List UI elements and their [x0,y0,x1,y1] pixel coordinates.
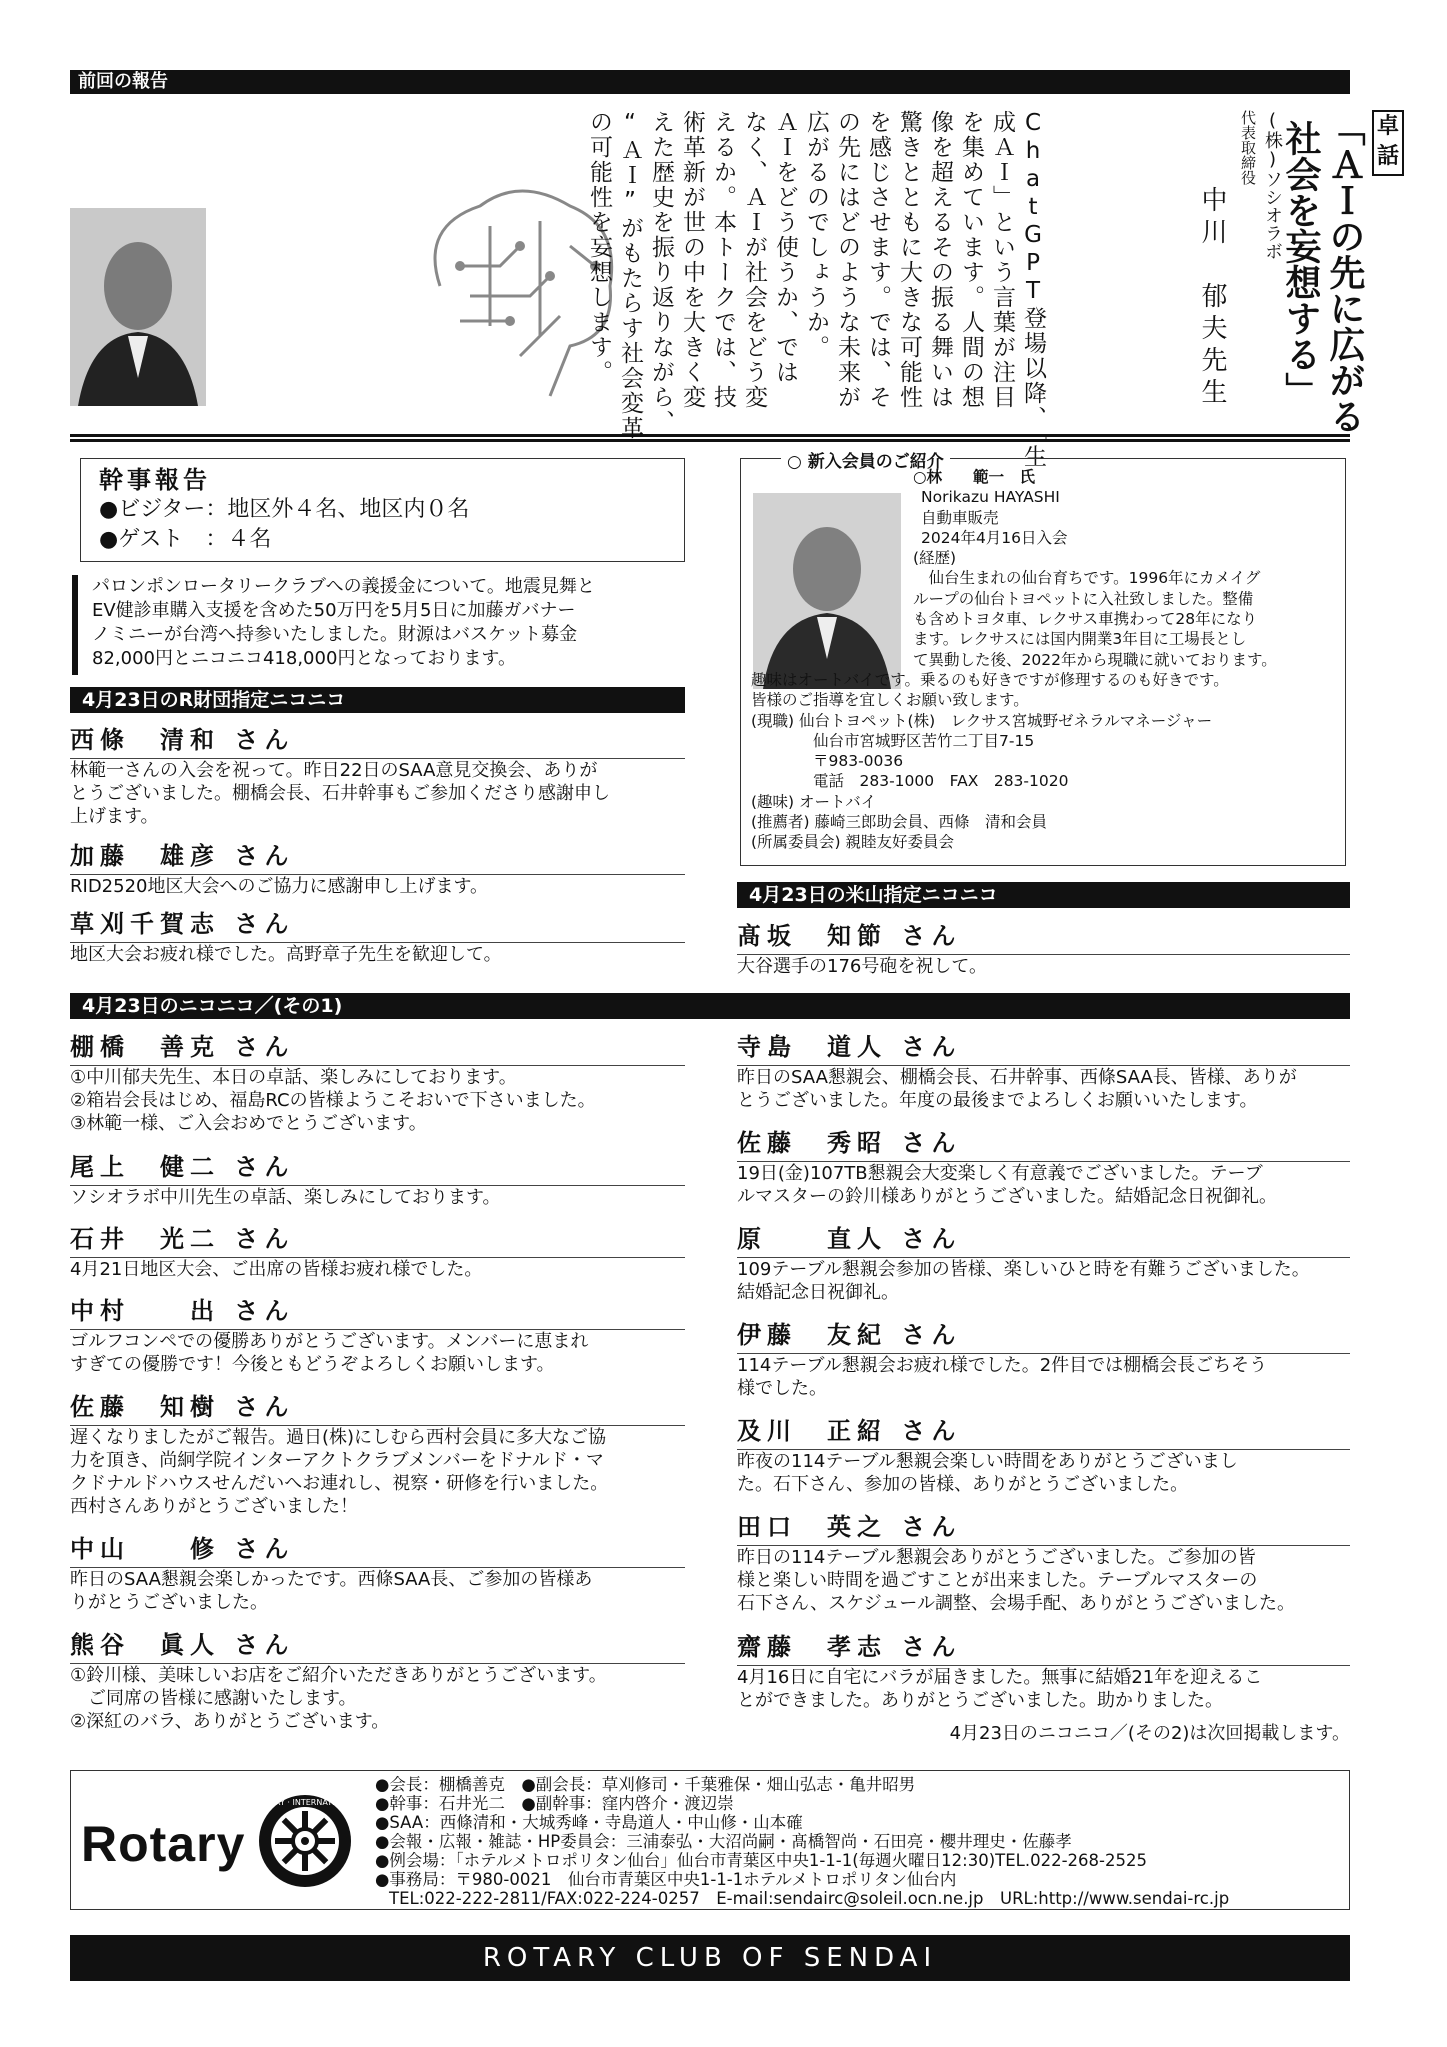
comment-line: ソシオラボ中川先生の卓話、楽しみにしております。 [70,1187,501,1208]
section-header-label: 前回の報告 [78,71,168,92]
takuwa-body-line: ＡＩをどう使うか、では [772,110,798,385]
member-comment [70,1257,685,1281]
bottom-banner-text: ROTARY CLUB OF SENDAI [482,1943,938,1973]
member-name: 佐藤 秀昭 さん [737,1129,962,1157]
takuwa-body-line: なく、ＡＩが社会をどう変 [741,110,767,410]
comment-line: ③林範一様、ご入会おめでとうございます。 [70,1113,427,1134]
profile-line: 仙台市宮城野区苦竹二丁目7-15 [751,731,1035,750]
club-info-line: ●会報・広報・雑誌・HP委員会：三浦泰弘・大沼尚嗣・髙橋智尚・石田亮・櫻井理史・佐藤孝 [375,1832,1072,1851]
member-name: 中村 出 さん [70,1297,295,1325]
comment-line: とができました。ありがとうございました。助かりました。 [737,1690,1223,1711]
comment-line: 遅くなりましたがご報告。過日(株)にしむら西村会員に多大なご協 [70,1427,607,1448]
profile-line: 自動車販売 [921,508,999,527]
member-comment [70,1425,685,1518]
profile-line: も含めトヨタ車、レクサス車携わって28年になり [913,610,1258,629]
profile-line: 皆様のご指導を宜しくお願い致します。 [751,691,1029,710]
member-name: 髙坂 知節 さん [737,922,962,950]
takuwa-body-line: 驚きとともに大きな可能性 [896,110,922,410]
list-item [70,1219,685,1283]
comment-line: ②箱岩会長はじめ、福島RCの皆様ようこそおいで下さいました。 [70,1090,596,1111]
comment-line: 力を頂き、尚絅学院インターアクトクラブメンバーをドナルド・マ [70,1450,604,1471]
list-item [737,1219,1350,1307]
list-item [737,916,1350,978]
member-comment [737,1257,1350,1304]
comment-line: 昨日のSAA懇親会楽しかったです。西條SAA長、ご参加の皆様あ [70,1569,593,1590]
member-name: 中山 修 さん [70,1535,295,1563]
speaker-photo [70,208,206,406]
comment-line: 4月16日に自宅にバラが届きました。無事に結婚21年を迎えるこ [737,1667,1263,1688]
comment-line: ②深紅のバラ、ありがとうございます。 [70,1711,390,1732]
member-comment [70,1663,685,1733]
rotary-wheel-icon [255,1791,355,1891]
new-member-box [740,452,1346,866]
club-info-line: ●会長：棚橋善克 ●副会長：草刈修司・千葉雅保・畑山弘志・亀井昭男 [375,1775,916,1794]
rotary-emblem [255,1791,355,1891]
member-comment [70,874,685,898]
r-zaidan-title: 4月23日のR財団指定ニコニコ [82,689,346,711]
profile-line: (現職) 仙台トヨペット(株) レクサス宮城野ゼネラルマネージャー [751,711,1213,730]
member-comment [737,1353,1350,1400]
continued-note: 4月23日のニコニコ／(その2)は次回掲載します。 [949,1723,1350,1744]
niko1-left-column [70,1027,685,1737]
profile-line: て異動した後、2022年から現職に就いております。 [913,650,1277,669]
comment-line: とうございました。年度の最後までよろしくお願いいたします。 [737,1090,1258,1111]
comment-line: ゴルフコンペでの優勝ありがとうございます。メンバーに恵まれ [70,1331,589,1352]
member-name: 齋藤 孝志 さん [737,1633,962,1661]
company-prefix: (株) [1262,110,1283,170]
comment-line: 4月21日地区大会、ご出席の皆様お疲れ様でした。 [70,1259,483,1280]
member-name: 原 直人 さん [737,1225,962,1253]
profile-line: 電話 283-1000 FAX 283-1020 [751,772,1069,791]
takuwa-body-line: を感じさせます。では、そ [865,110,891,410]
takuwa-title [1278,110,1366,434]
member-name: 熊谷 眞人 さん [70,1631,295,1659]
takuwa-body-line: ChatGPT登場以降、「生 [1020,110,1046,470]
comment-line: RID2520地区大会へのご協力に感謝申し上げます。 [70,876,489,897]
takuwa-body-line: を集めています。人間の想 [958,110,984,410]
speaker-name: 中川 郁夫先生 [1197,186,1227,410]
member-comment [737,1665,1350,1712]
club-info-line: ●事務局：〒980-0021 仙台市青葉区中央1-1-1ホテルメトロポリタン仙台内 [375,1870,957,1889]
club-info-line: ●幹事：石井光二 ●副幹事：窪内啓介・渡辺崇 [375,1794,734,1813]
profile-line: (趣味) オートバイ [751,792,877,811]
member-name: 田口 英之 さん [737,1513,962,1541]
comment-line: りがとうございました。 [70,1592,268,1613]
section-divider [70,434,1350,442]
emblem-ring-text: ROTARY · INTERNATIONAL [255,1798,355,1807]
comment-line: ①中川郁夫先生、本日の卓話、楽しみにしております。 [70,1067,517,1088]
comment-line: 様でした。 [737,1378,827,1399]
notice-line: パロンポンロータリークラブへの義援金について。地震見舞と [92,576,595,597]
list-item [70,1027,685,1139]
takuwa-title-line: 社会を妄想する」 [1280,120,1321,408]
member-name: 佐藤 知樹 さん [70,1393,295,1421]
badge-char: 話 [1376,144,1399,169]
list-item [70,904,685,968]
list-item [70,1387,685,1521]
profile-line: ○林 範一 氏 [913,468,1036,486]
comment-line: 114テーブル懇親会お疲れ様でした。2件目では棚橋会長ごちそう [737,1355,1268,1376]
member-comment [70,1065,685,1135]
comment-line: ①鈴川様、美味しいお店をご紹介いただきありがとうございます。 [70,1665,607,1686]
takuwa-body-line: えた歴史を振り返りながら、 [648,110,674,435]
takuwa-body-line: 広がるのでしょうか。 [803,110,829,360]
club-info-line: ●SAA：西條清和・大城秀峰・寺島道人・中山修・山本確 [375,1813,803,1832]
member-name: 西條 清和 さん [70,726,295,754]
member-comment [737,1161,1350,1208]
takuwa-body-line: 像を超えるその振る舞いは [927,110,953,410]
niko1-right-column [737,1027,1350,1745]
list-item [737,1507,1350,1619]
profile-line: 〒983-0036 [751,752,904,771]
comment-line: 19日(金)107TB懇親会大変楽しく有意義でございました。テーブ [737,1163,1263,1184]
member-name: 加藤 雄彦 さん [70,842,295,870]
list-item [737,1027,1350,1115]
badge-char: 卓 [1376,114,1399,139]
club-info-line: TEL:022-222-2811/FAX:022-224-0257 E-mail:sendairc@soleil.ocn.ne.jp URL:http://www.sendai-rc.jp [389,1889,1230,1908]
member-comment [70,758,685,828]
takuwa-body-line: の可能性を妄想します。 [586,110,612,385]
takuwa-title-line: 「ＡＩの先に広がる [1324,110,1365,434]
r-zaidan-header [70,687,685,713]
comment-line: 大谷選手の176号砲を祝して。 [737,956,987,977]
comment-line: 昨日のSAA懇親会、棚橋会長、石井幹事、西條SAA長、皆様、ありが [737,1067,1297,1088]
speaker-role: 代表取締役 [1239,110,1257,185]
takuwa-body-line: 成ＡＩ」という言葉が注目 [989,110,1015,410]
comment-line: すぎての優勝です！今後ともどうぞよろしくお願いします。 [70,1354,555,1375]
rotary-logo-text: Rotary [81,1816,246,1872]
profile-line: (所属委員会) 親睦友好委員会 [751,833,955,852]
comment-line: 西村さんありがとうございました！ [70,1496,358,1517]
niko1-header [70,993,1350,1019]
comment-line: クドナルドハウスせんだいへお連れし、視察・研修を行いました。 [70,1473,609,1494]
takuwa-body-line: “ＡＩ”がもたらす社会変革 [617,110,643,441]
member-name: 石井 光二 さん [70,1225,295,1253]
yoneyama-title: 4月23日の米山指定ニコニコ [749,884,998,906]
list-item [70,720,685,832]
comment-line: 昨日の114テーブル懇親会ありがとうございました。ご参加の皆 [737,1547,1256,1568]
speaker-silhouette-icon [70,208,206,406]
kanji-guest: ●ゲスト ：４名 [99,527,272,552]
niko1-title: 4月23日のニコニコ／(その1) [82,995,343,1017]
comment-line: とうございました。棚橋会長、石井幹事もご参加くださり感謝申し [70,783,610,804]
takuwa-body-line: 術革新が世の中を大きく変 [679,110,705,410]
profile-line: ループの仙台トヨペットに入社致しました。整備 [913,589,1254,608]
takuwa-body-line: えるか。本トークでは、技 [710,110,736,410]
profile-line: 趣味はオートバイです。乗るのも好きですが修理するのも好きです。 [751,670,1229,689]
list-item [70,1529,685,1617]
comment-line: 109テーブル懇親会参加の皆様、楽しいひと時を有難うございました。 [737,1259,1310,1280]
member-comment [70,1185,685,1209]
comment-line: 林範一さんの入会を祝って。昨日22日のSAA意見交換会、ありが [70,760,598,781]
notice-line: EV健診車購入支援を含めた50万円を5月5日に加藤ガバナー [92,600,576,621]
kanji-visitor: ●ビジター：地区外４名、地区内０名 [99,497,470,522]
comment-line: 様と楽しい時間を過ごすことが出来ました。テーブルマスターの [737,1570,1258,1591]
comment-line: た。石下さん、参加の皆様、ありがとうございました。 [737,1474,1189,1495]
member-name: 伊藤 友紀 さん [737,1321,962,1349]
comment-line: ルマスターの鈴川様ありがとうございました。結婚記念日祝御礼。 [737,1186,1277,1207]
member-name: 尾上 健二 さん [70,1153,295,1181]
takuwa-body-line: の先にはどのような未来が [834,110,860,410]
comment-line: 上げます。 [70,806,159,827]
comment-line: ご同席の皆様に感謝いたします。 [70,1688,357,1709]
notice-line: 82,000円とニコニコ418,000円となっております。 [92,648,516,669]
bottom-banner [70,1935,1350,1981]
new-member-profile [751,467,1341,853]
list-item [737,1315,1350,1403]
list-item [70,1291,685,1379]
club-info-lines [375,1775,1229,1908]
member-name: 及川 正紹 さん [737,1417,962,1445]
profile-line: ます。レクサスには国内開業3年目に工場長とし [913,630,1247,649]
member-comment [70,942,685,966]
list-item [70,836,685,900]
yoneyama-header [737,882,1350,908]
kanji-report-box [80,458,685,562]
profile-line: Norikazu HAYASHI [921,488,1060,507]
member-name: 草刈千賀志 さん [70,910,295,938]
member-comment [737,954,1350,978]
notice-line: ノミニーが台湾へ持参いたしました。財源はバスケット募金 [92,624,578,645]
company-name: ソシオラボ [1262,170,1283,260]
list-item [70,1147,685,1211]
comment-line: 石下さん、スケジュール調整、会場手配、ありがとうございました。 [737,1593,1295,1614]
profile-line: (経歴) [913,549,957,568]
profile-line: 仙台生まれの仙台育ちです。1996年にカメイグ [913,569,1261,588]
speaker-affiliation [1236,110,1284,260]
section-header-bar [70,70,1350,94]
member-comment [70,1567,685,1614]
comment-line: 昨夜の114テーブル懇親会楽しい時間をありがとうございまし [737,1451,1238,1472]
member-comment [737,1545,1350,1615]
new-member-title: ○ 新入会員のご紹介 [781,447,950,472]
list-item [737,1627,1350,1715]
r-zaidan-list [70,720,685,968]
member-name: 寺島 道人 さん [737,1033,962,1061]
club-info-line: ●例会場：「ホテルメトロポリタン仙台」仙台市青葉区中央1-1-1(毎週火曜日12:30)TEL.022-268-2525 [375,1851,1147,1870]
member-comment [70,1329,685,1376]
member-comment [737,1449,1350,1496]
profile-line: 2024年4月16日入会 [921,528,1068,547]
takuwa-badge [1372,110,1404,176]
kanji-report-title: 幹事報告 [99,466,211,494]
club-info-box [70,1770,1350,1910]
member-name: 棚橋 善克 さん [70,1033,295,1061]
profile-line: (推薦者) 藤崎三郎助会員、西條 清和会員 [751,813,1048,832]
comment-line: 結婚記念日祝御礼。 [737,1282,899,1303]
list-item [737,1123,1350,1211]
yoneyama-list [737,916,1350,978]
member-comment [737,1065,1350,1112]
list-item [737,1411,1350,1499]
list-item [70,1625,685,1737]
comment-line: 地区大会お疲れ様でした。高野章子先生を歓迎して。 [70,944,502,965]
donation-notice [72,575,687,675]
